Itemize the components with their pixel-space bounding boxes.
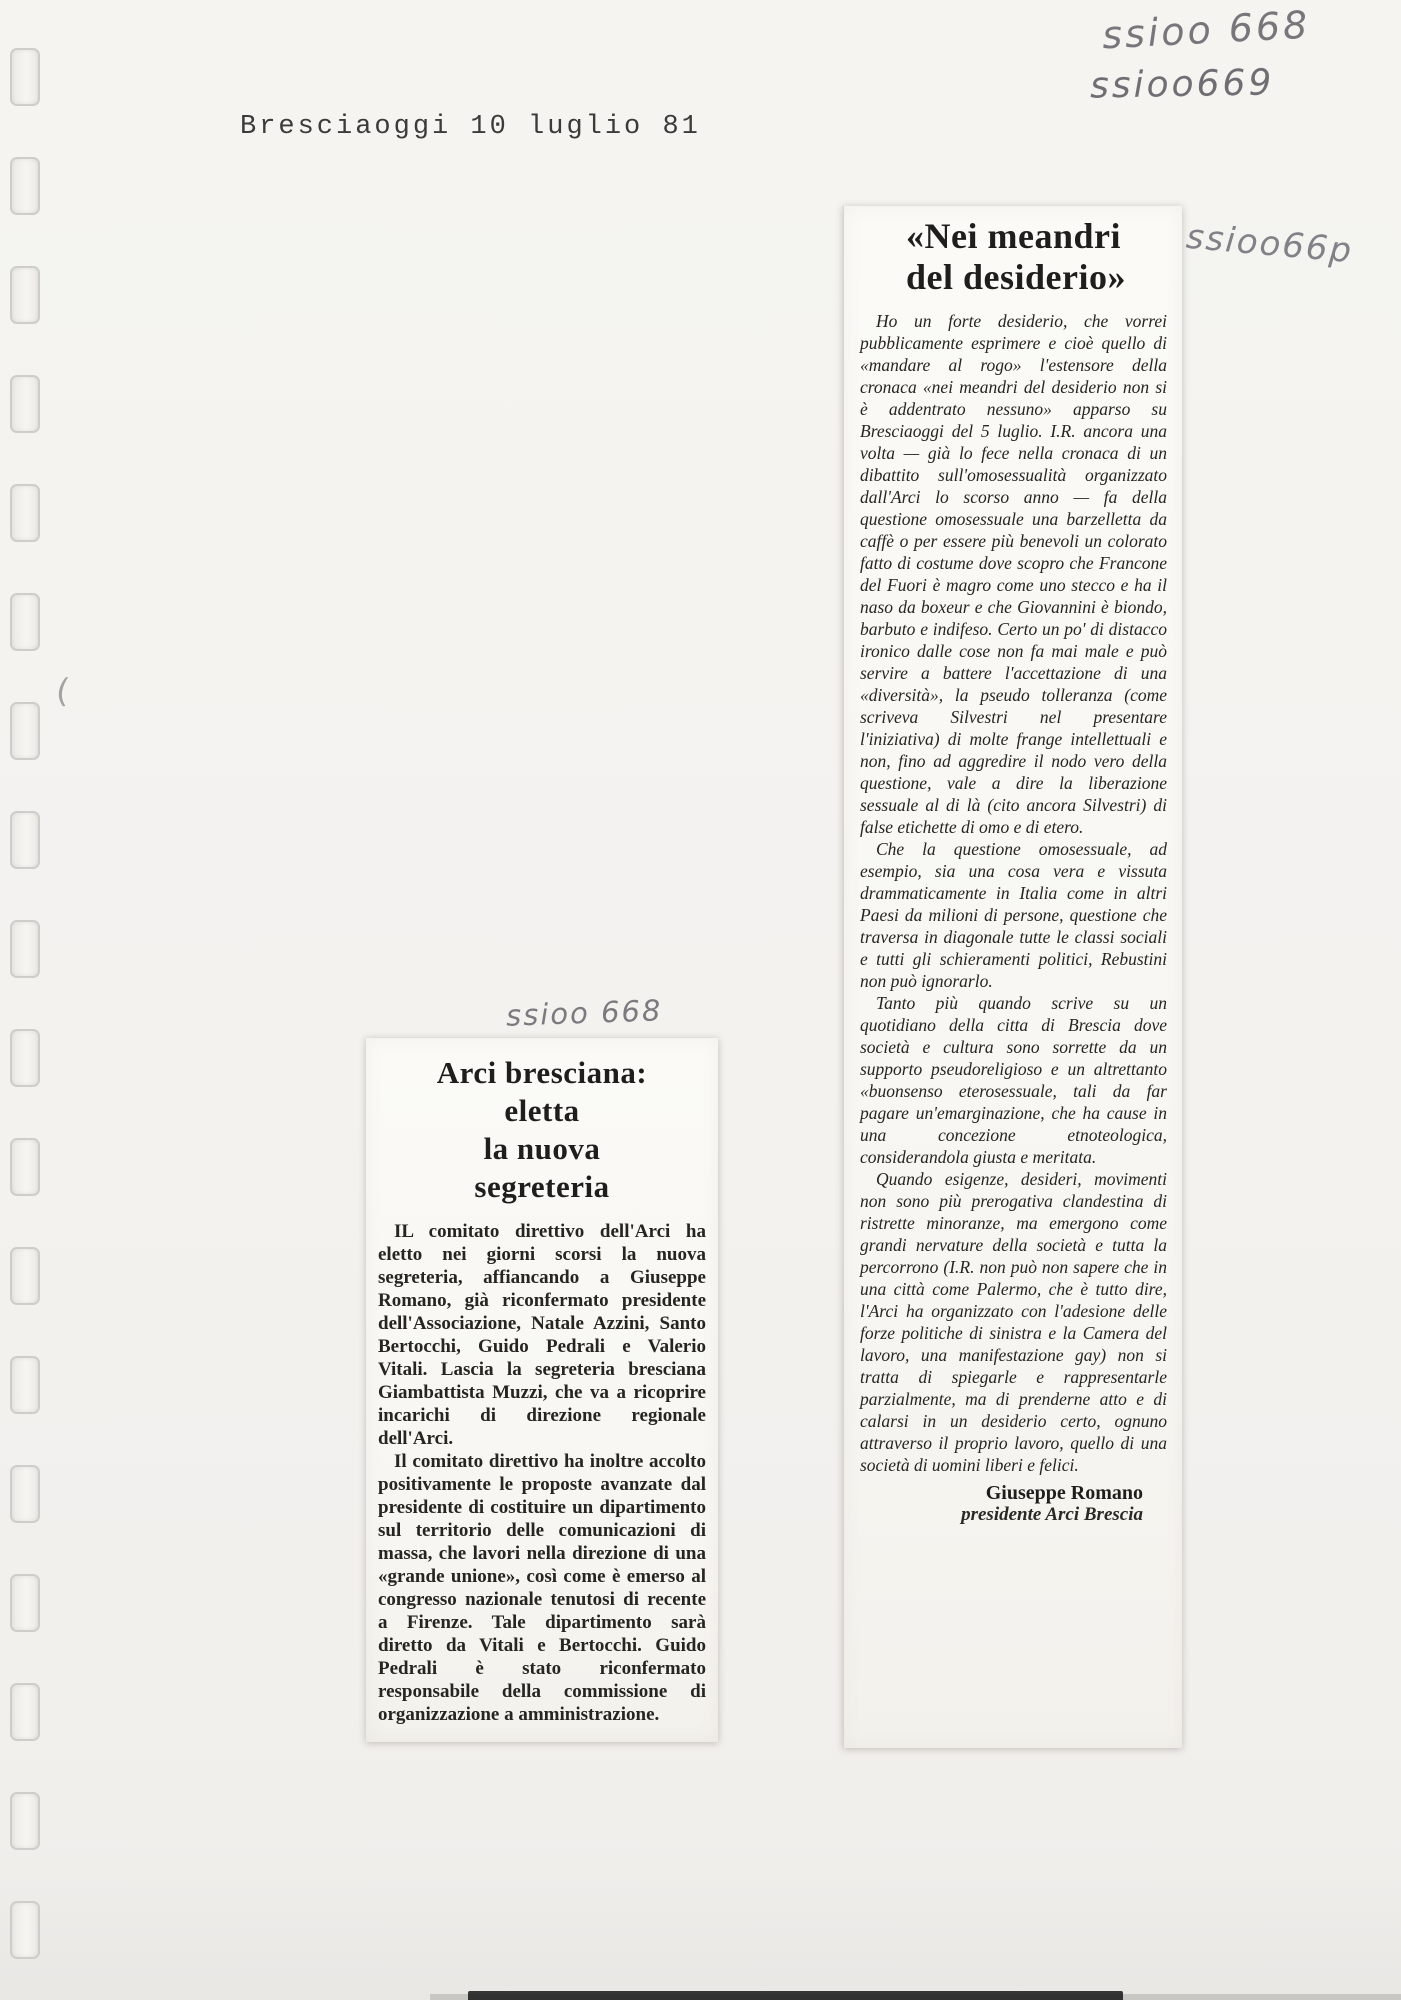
right-clipping-paragraph: Ho un forte desiderio, che vorrei pubblicamente esprimere e cioè quello di «mandare al rogo» l'estensore della cronaca «nei meandri del desiderio non si è addentrato nessuno» apparso su Bresciaoggi del 5 luglio. I.R. ancora una volta — già lo fece nella cronaca di un dibattito sull'omosessualità organizzato dall'Arci lo scorso anno — fa della questione omosessuale una barzelletta da caffè o per essere più benevoli un colorato fatto di costume dove scopro che Francone del Fuori è magro come uno stecco e ha il naso da boxeur e che Giovannini è biondo, barbuto e indifeso. Certo un po' di distacco ironico dalle cose non fa mai male e può servire a battere l'accettazione di una «diversità», la pseudo tolleranza (come scriveva Silvestri nel presentare l'iniziativa) di molte frange intellettuali e non, fino ad aggredire il nodo vero della questione, vale a dire la liberazione sessuale al di là (cito ancora Silvestri) di false etichette di omo e di etero. — [860, 311, 1167, 837]
left-clipping-body — [378, 1220, 706, 1726]
binding-hole — [10, 593, 40, 651]
signature-role: presidente Arci Brescia — [961, 1504, 1143, 1525]
right-clipping-title-line-2: del desiderio» — [906, 257, 1126, 297]
newspaper-clipping-arci-bresciana — [366, 1038, 718, 1742]
left-clipping-paragraph: IL comitato direttivo dell'Arci ha eletto nei giorni scorsi la nuova segreteria, affiancando a Giuseppe Romano, già riconfermato presidente dell'Associazione, Natale Azzini, Santo Bertocchi, Guido Pedrali e Valerio Vitali. Lascia la segreteria bresciana Giambattista Muzzi, che va a ricoprire incarichi di direzione regionale dell'Arci. — [378, 1221, 706, 1449]
right-clipping-title-line-1: «Nei meandri — [906, 216, 1121, 256]
binding-hole — [10, 1574, 40, 1632]
binding-hole — [10, 375, 40, 433]
left-clipping-paragraph: Il comitato direttivo ha inoltre accolto positivamente le proposte avanzate dal presidente di costituire un dipartimento sul territorio delle comunicazioni di massa, che lavori nella direzione di una «grande unione», così come è emerso al congresso nazionale tenutosi di recente a Firenze. Tale dipartimento sarà diretto da Vitali e Bertocchi. Guido Pedrali è stato riconfermato responsabile della commissione di organizzazione a amministrazione. — [378, 1451, 706, 1725]
left-clipping-title — [376, 1054, 708, 1206]
left-clipping-title-line-2: eletta — [504, 1093, 580, 1128]
binding-hole — [10, 1029, 40, 1087]
binding-hole — [10, 1465, 40, 1523]
handwritten-archive-code-top-1: ssioo 668 — [1100, 2, 1312, 58]
scan-bottom-bar — [468, 1991, 1123, 2000]
binding-hole — [10, 266, 40, 324]
left-clipping-title-line-4: segreteria — [474, 1169, 610, 1204]
right-clipping-signature — [860, 1482, 1143, 1526]
page-header-date: Bresciaoggi 10 luglio 81 — [240, 112, 701, 142]
left-clipping-title-line-3: la nuova — [483, 1131, 601, 1166]
binding-hole — [10, 920, 40, 978]
binding-hole — [10, 811, 40, 869]
handwritten-archive-code-left-clipping: ssioo 668 — [505, 993, 663, 1033]
right-clipping-paragraph: Tanto più quando scrive su un quotidiano della citta di Brescia dove società e cultura sono sorrette da un supporto pseudoreligioso e un altrettanto «buonsenso eterosessuale, tali da far pagare un'emarginazione, che ha cause in una concezione etnoteologica, considerandola giusta e meritata. — [860, 993, 1167, 1167]
binding-hole — [10, 702, 40, 760]
binding-rail — [0, 0, 60, 2000]
right-clipping-body — [860, 310, 1167, 1526]
handwritten-archive-code-top-2: ssioo669 — [1089, 62, 1275, 107]
newspaper-clipping-nei-meandri — [843, 206, 1182, 1748]
handwritten-archive-code-right-clipping: ssioo66p — [1184, 216, 1355, 272]
signature-name: Giuseppe Romano — [985, 1482, 1143, 1504]
right-clipping-paragraph: Che la questione omosessuale, ad esempio, sia una cosa vera e vissuta drammaticamente in Italia come in altri Paesi da milioni di persone, questione che traversa in diagonale tutte le classi sociali e tutti gli schieramenti politici, Rebustini non può ignorarlo. — [860, 839, 1167, 991]
handwritten-margin-mark: ( — [54, 671, 71, 711]
binding-hole — [10, 1247, 40, 1305]
binding-hole — [10, 484, 40, 542]
binding-hole — [10, 1683, 40, 1741]
binding-hole — [10, 1138, 40, 1196]
right-clipping-title — [906, 216, 1174, 298]
binding-hole — [10, 1901, 40, 1959]
binding-hole — [10, 1356, 40, 1414]
binding-hole — [10, 157, 40, 215]
right-clipping-paragraph: Quando esigenze, desideri, movimenti non sono più prerogativa clandestina di ristrette minoranze, ma emergono come grandi nervature della società e tutta la percorrono (I.R. non può non sapere che in una città come Palermo, che è tutto dire, l'Arci ha organizzato con l'adesione delle forze politiche di sinistra e la Camera del lavoro, una manifestazione gay) non si tratta di spiegarle e rappresentarle parzialmente, ma di prenderne atto e di calarsi in un desiderio certo, ognuno attraverso il proprio lavoro, quello di una società di uomini liberi e felici. — [860, 1169, 1167, 1475]
binding-hole — [10, 48, 40, 106]
left-clipping-title-line-1: Arci bresciana: — [436, 1055, 648, 1090]
binding-hole — [10, 1792, 40, 1850]
